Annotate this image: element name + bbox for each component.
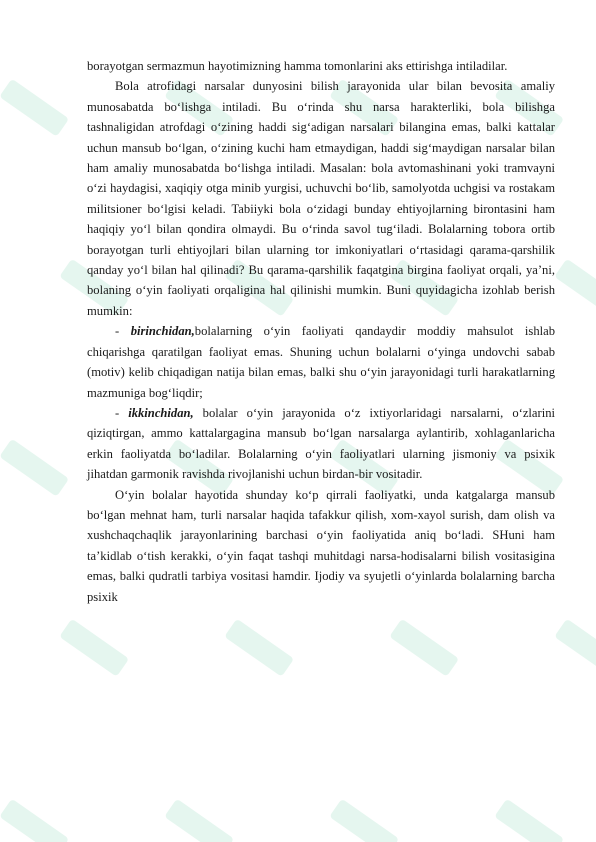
watermark-mark bbox=[59, 619, 129, 677]
paragraph-intro: borayotgan sermazmun hayotimizning hamma tomonlarini aks ettirishga intiladilar. bbox=[87, 59, 508, 73]
watermark-mark bbox=[329, 799, 399, 842]
paragraph-birinchidan-text: bolalarning o‘yin faoliyati qandaydir moddiy mahsulot ishlab chiqarishga qaratilgan faoliyat emas. Shuning uchun bolalarni o‘yinga undovchi sabab (motiv) kelib chiqadigan natija bilan emas, balki shu o‘yin jarayonidagi turli harakatlarning mazmuniga bog‘liqdir; bbox=[87, 324, 555, 400]
document-body bbox=[87, 56, 555, 607]
watermark-mark bbox=[0, 439, 69, 497]
paragraph-birinchidan bbox=[87, 321, 555, 403]
watermark-mark bbox=[494, 799, 564, 842]
watermark-mark bbox=[164, 799, 234, 842]
paragraph-ikkinchidan bbox=[87, 403, 555, 485]
paragraph-ikkinchidan-text: bolalar o‘yin jarayonida o‘z ixtiyorlaridagi narsalarni, o‘zlarini qiziqtirgan, ammo kattalargagina mansub bo‘lgan narsalarga aylantirib, xohlaganlaricha erkin faoliyatda bo‘ladilar. Bolalarning o‘yin faoliyatlari ularning jismoniy va psixik jihatdan garmonik ravishda rivojlanishi uchun birdan-bir vositadir. bbox=[87, 405, 556, 482]
watermark-mark bbox=[554, 619, 596, 677]
watermark-mark bbox=[0, 799, 69, 842]
paragraph-oyin: O‘yin bolalar hayotida shunday ko‘p qirrali faoliyatki, unda katgalarga mansub bo‘lgan mehnat ham, turli narsalar haqida tafakkur qilish, xom-xayol surish, dam olish va xushchaqchaqlik jarayonlarining barchasi o‘yin faoliyatida aniq bo‘ladi. SHuni ham ta’kidlab o‘tish kerakki, o‘yin faqat tashqi muhitdagi narsa-hodisalarni bilish vositasigina emas, balki qudratli tarbiya vositasi hamdir. Ijodiy va syujetli o‘yinlarda bolalarning barcha psixik bbox=[87, 487, 555, 604]
watermark-mark bbox=[389, 619, 459, 677]
lead-word-birinchidan: birinchidan, bbox=[130, 324, 195, 339]
lead-word-ikkinchidan: ikkinchidan, bbox=[128, 405, 194, 420]
watermark-mark bbox=[554, 259, 596, 317]
watermark-mark bbox=[0, 79, 69, 137]
paragraph-bilish: Bola atrofidagi narsalar dunyosini bilish jarayonida ular bilan bevosita amaliy munosabatda bo‘lishga intiladi. Bu o‘rinda shu narsa harakterliki, bola bilishga tashnaligidan atrofdagi o‘zining haddi sig‘adigan narsalari bilangina emas, balki kattalar uchun mansub bo‘lgan, o‘zining kuchi ham etmaydigan, haddi sig‘maydigan narsalar bilan ham amaliy munosabatda bo‘lishga intiladi. Masalan: bola avtomashinani yoki tramvayni o‘zi haydagisi, xaqiqiy otga minib yurgisi, uchuvchi bo‘lib, samolyotda uchgisi va rostakam militsioner bo‘lgisi keladi. Tabiiyki bola o‘zidagi bunday ehtiyojlarning birontasini ham haqiqiy yo‘l bilan qondira olmaydi. Bu o‘rinda savol tug‘iladi. Bolalarning tobora ortib borayotgan turli ehtiyojlari bilan ularning tor imkoniyatlari o‘rtasidagi qarama-qarshilik qanday yo‘l bilan hal qilinadi? Bu qarama-qarshilik faqatgina birgina faoliyat orqali, ya’ni, bolaning o‘yin faoliyati orqaligina hal qilinishi mumkin. Buni quyidagicha izohlab berish mumkin: bbox=[87, 79, 555, 318]
list-dash: - bbox=[115, 324, 131, 339]
list-dash: - bbox=[115, 405, 129, 420]
watermark-mark bbox=[224, 619, 294, 677]
